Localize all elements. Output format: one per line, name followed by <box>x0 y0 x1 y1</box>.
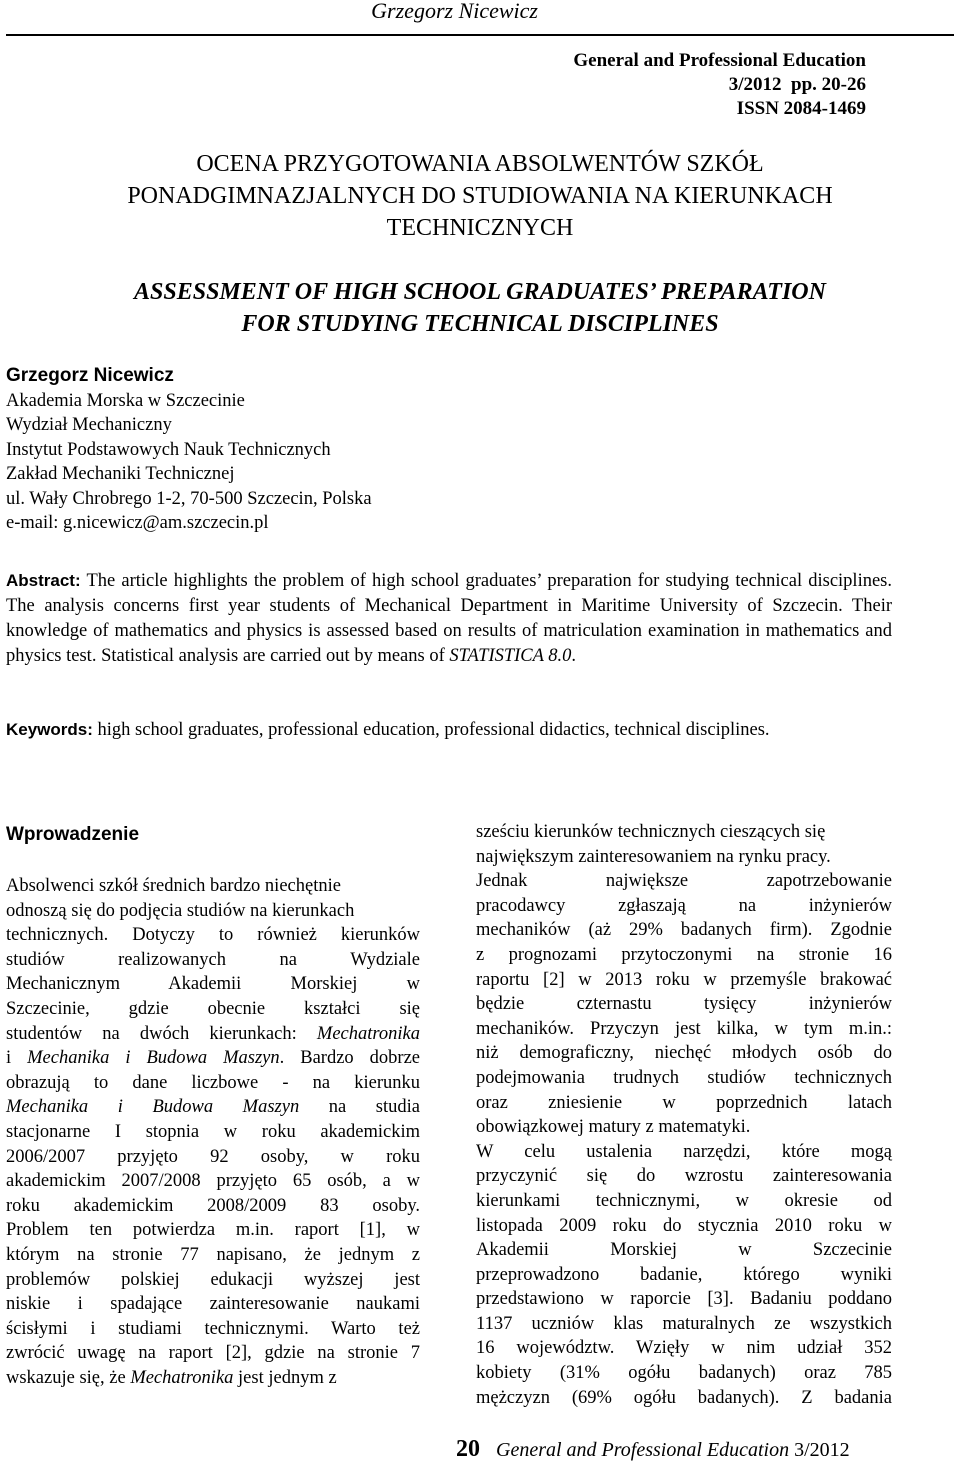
text-line: mechaników (aż 29% badanych firm). Zgodnie <box>476 920 892 941</box>
text-line: mężczyzn (69% ogółu badanych). Z badania <box>476 1387 892 1408</box>
text-line: Mechanicznym Akademii Morskiej w <box>6 974 420 995</box>
text-line: mechaników. Przyczyn jest kilka, w tym m.in.: <box>476 1018 892 1039</box>
text-line: przyczynić się do wzrostu zainteresowania <box>476 1166 892 1187</box>
text-line: studentów na dwóch kierunkach: Mechatronika <box>6 1023 420 1044</box>
text-line: roku akademickim 2008/2009 83 osoby. <box>6 1195 420 1216</box>
page-number: 20 <box>456 1436 480 1462</box>
keywords <box>6 717 892 743</box>
title-polish-line: TECHNICZNYCH <box>386 215 574 241</box>
text-line: obrazują to dane liczbowe - na kierunku <box>6 1072 420 1093</box>
text-line: ścisłymi i studiami technicznymi. Warto też <box>6 1318 420 1339</box>
text-line: podejmowania trudnych studiów technicznych <box>476 1067 892 1088</box>
author-block <box>6 364 372 536</box>
keywords-label: Keywords: <box>6 720 93 739</box>
text-line: pracodawcy zgłaszają na inżynierów <box>476 895 892 916</box>
text-line: będzie czternastu tysięcy inżynierów <box>476 994 892 1015</box>
text-line: niż demograficzny, niechęć młodych osób do <box>476 1043 892 1064</box>
address-line: ul. Wały Chrobrego 1-2, 70-500 Szczecin, Polska <box>6 488 372 509</box>
text-line: z prognozami przytoczonymi na stronie 16 <box>476 944 892 965</box>
text-line: obowiązkowej matury z matematyki. <box>476 1117 751 1138</box>
text-line: technicznych. Dotyczy to również kierunków <box>6 925 420 946</box>
text-line: Mechanika i Budowa Maszyn na studia <box>6 1097 420 1118</box>
text-line: oraz zniesienie w poprzednich latach <box>476 1092 892 1113</box>
text-line: największym zainteresowaniem na rynku pracy. <box>476 846 831 867</box>
abstract-label: Abstract: <box>6 571 81 590</box>
text-line: 1137 uczniów klas maturalnych ze wszystkich <box>476 1313 892 1334</box>
text-line: Akademii Morskiej w Szczecinie <box>476 1240 892 1261</box>
text-line: Problem ten potwierdza m.in. raport [1], w <box>6 1220 420 1241</box>
text-line: listopada 2009 roku do stycznia 2010 roku w <box>476 1215 892 1236</box>
text-line: raportu [2] w 2013 roku w przemyśle brakować <box>476 969 892 990</box>
affiliation-line: Zakład Mechaniki Technicznej <box>6 464 235 484</box>
text-line: Jednak największe zapotrzebowanie <box>476 871 892 892</box>
text-line: i Mechanika i Budowa Maszyn. Bardzo dobrze <box>6 1048 420 1069</box>
text-line: kobiety (31% ogółu badanych) oraz 785 <box>476 1363 892 1384</box>
text-line: stacjonarne I stopnia w roku akademickim <box>6 1121 420 1142</box>
text-line: problemów polskiej edukacji wyższej jest <box>6 1269 420 1290</box>
journal-info <box>573 49 866 121</box>
left-column-text <box>6 874 420 1390</box>
text-line: odnoszą się do podjęcia studiów na kierunkach <box>6 900 355 921</box>
email-line: e-mail: g.nicewicz@am.szczecin.pl <box>6 513 269 533</box>
text-line: Absolwenci szkół średnich bardzo niechętnie <box>6 876 341 896</box>
footer-journal: General and Professional Education <box>496 1439 790 1461</box>
abstract-text: The article highlights the problem of high school graduates’ preparation for studying technical disciplines. The analysis concerns first year students of Mechanical Department in Maritime University of Szczecin. Their knowledge of mathematics and physics is assessed based on results of matriculation examination in mathematics and physics test. Statistical analysis are carried out by means of <box>6 571 892 666</box>
journal-issue: 3/2012 pp. 20-26 <box>728 74 866 95</box>
affiliation-line: Akademia Morska w Szczecinie <box>6 390 245 411</box>
affiliation-line: Wydział Mechaniczny <box>6 415 172 435</box>
title-polish-line: OCENA PRZYGOTOWANIA ABSOLWENTÓW SZKÓŁ <box>196 151 764 177</box>
text-line: zwrócić uwagę na raport [2], gdzie na stronie 7 <box>6 1343 420 1364</box>
title-english-line: FOR STUDYING TECHNICAL DISCIPLINES <box>241 311 719 337</box>
title-polish <box>0 148 960 244</box>
abstract-end: . <box>571 646 576 666</box>
footer-issue: 3/2012 <box>794 1439 850 1461</box>
keywords-text: high school graduates, professional education, professional didactics, technical disciplines. <box>92 720 770 740</box>
abstract <box>6 568 892 669</box>
journal-name: General and Professional Education <box>573 50 866 71</box>
text-line: kierunkami technicznymi, w okresie od <box>476 1190 892 1211</box>
right-column <box>476 820 892 1410</box>
text-line: niskie i spadające zainteresowanie naukami <box>6 1294 420 1315</box>
left-column <box>6 820 420 1390</box>
text-line: sześciu kierunków technicznych cieszących się <box>476 822 826 842</box>
running-head: Grzegorz Nicewicz <box>371 0 538 23</box>
text-line: wskazuje się, że Mechatronika jest jednym z <box>6 1367 337 1388</box>
text-line: akademickim 2007/2008 przyjęto 65 osób, a w <box>6 1171 420 1192</box>
header-rule <box>6 34 954 36</box>
text-line: studiów realizowanych na Wydziale <box>6 949 420 970</box>
text-line: W celu ustalenia narzędzi, które mogą <box>476 1141 892 1162</box>
text-line: 16 województw. Wzięły w nim udział 352 <box>476 1338 892 1359</box>
title-english-line: ASSESSMENT OF HIGH SCHOOL GRADUATES’ PREPARATION <box>134 279 826 305</box>
affiliation-line: Instytut Podstawowych Nauk Technicznych <box>6 439 331 460</box>
author-name: Grzegorz Nicewicz <box>6 365 174 386</box>
page-footer <box>456 1436 850 1463</box>
section-heading: Wprowadzenie <box>6 824 140 845</box>
text-line: przeprowadzono badanie, którego wyniki <box>476 1264 892 1285</box>
title-english <box>0 276 960 340</box>
right-column-text <box>476 820 892 1410</box>
text-line: przedstawiono w raporcie [3]. Badaniu poddano <box>476 1289 892 1310</box>
journal-issn: ISSN 2084-1469 <box>736 98 866 119</box>
text-line: 2006/2007 przyjęto 92 osoby, w roku <box>6 1146 420 1167</box>
text-line: którym na stronie 77 napisano, że jednym z <box>6 1244 420 1265</box>
text-line: Szczecinie, gdzie obecnie kształci się <box>6 998 420 1019</box>
abstract-software: STATISTICA 8.0 <box>449 646 572 666</box>
title-polish-line: PONADGIMNAZJALNYCH DO STUDIOWANIA NA KIERUNKACH <box>127 183 833 209</box>
